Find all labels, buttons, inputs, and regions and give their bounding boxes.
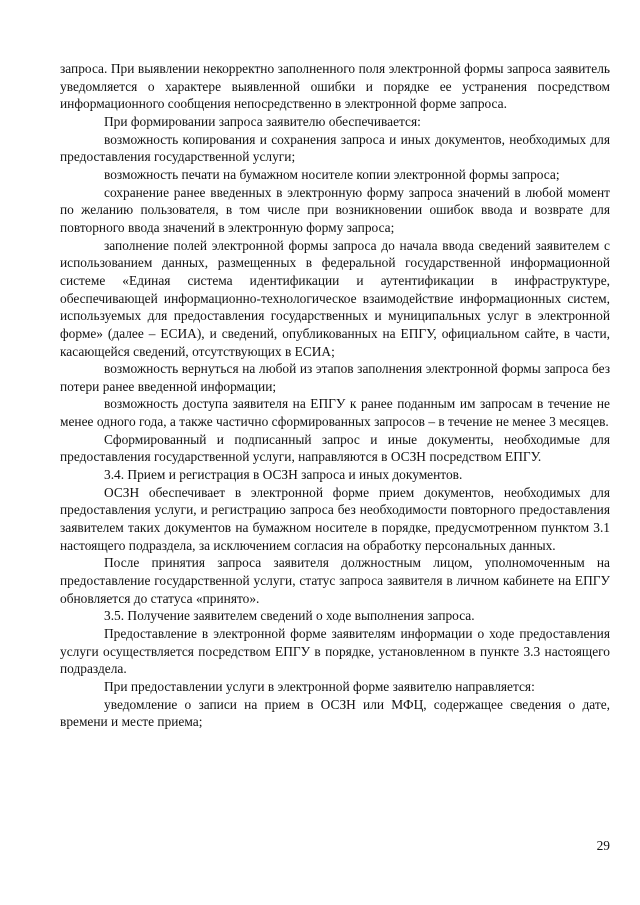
paragraph: возможность копирования и сохранения запроса и иных документов, необходимых для предоставления государственной услуги; — [60, 131, 610, 165]
paragraph: Предоставление в электронной форме заявителям информации о ходе предоставления услуги осуществляется посредством ЕПГУ в порядке, установленном в пункте 3.3 настоящего подраздела. — [60, 626, 610, 677]
section-heading: 3.5. Получение заявителем сведений о ходе выполнения запроса. — [104, 608, 475, 624]
paragraph: сохранение ранее введенных в электронную форму запроса значений в любой момент по желанию пользователя, в том числе при возникновении ошибок ввода и возврате для повторного ввода значений в электронную форму запроса; — [60, 184, 610, 235]
section-heading: 3.4. Прием и регистрация в ОСЗН запроса и иных документов. — [104, 467, 463, 483]
paragraph: возможность печати на бумажном носителе копии электронной формы запроса; — [104, 166, 560, 182]
paragraph: заполнение полей электронной формы запроса до начала ввода сведений заявителем с использованием данных, размещенных в федеральной государственной информационной системе «Единая система идентификации и аутентификации в инфраструктуре, обеспечивающей информационно-технологическое взаимодействие информационных систем, используемых для предоставления государственных и муниципальных услуг в электронной форме» (далее – ЕСИА), и сведений, опубликованных на ЕПГУ, официальном сайте, в части, касающейся сведений, отсутствующих в ЕСИА; — [60, 237, 610, 359]
paragraph: При формировании запроса заявителю обеспечивается: — [104, 113, 421, 129]
document-body — [60, 60, 610, 731]
paragraph: ОСЗН обеспечивает в электронной форме прием документов, необходимых для предоставления услуги, и регистрацию запроса без необходимости повторного предоставления заявителем таких документов на бумажном носителе в порядке, предусмотренном пунктом 3.1 настоящего подраздела, за исключением согласия на обработку персональных данных. — [60, 484, 610, 553]
paragraph: После принятия запроса заявителя должностным лицом, уполномоченным на предоставление государственной услуги, статус запроса заявителя в личном кабинете на ЕПГУ обновляется до статуса «принято». — [60, 555, 610, 606]
paragraph: При предоставлении услуги в электронной форме заявителю направляется: — [104, 678, 535, 694]
paragraph: возможность вернуться на любой из этапов заполнения электронной формы запроса без потери ранее введенной информации; — [60, 361, 610, 394]
paragraph: уведомление о записи на прием в ОСЗН или МФЦ, содержащее сведения о дате, времени и месте приема; — [60, 696, 610, 730]
paragraph: возможность доступа заявителя на ЕПГУ к ранее поданным им запросам в течение не менее одного года, а также частично сформированных запросов – в течение не менее 3 месяцев. — [60, 396, 610, 430]
paragraph: Сформированный и подписанный запрос и иные документы, необходимые для предоставления государственной услуги, направляются в ОСЗН посредством ЕПГУ. — [60, 431, 610, 465]
paragraph: запроса. При выявлении некорректно заполненного поля электронной формы запроса заявитель уведомляется о характере выявленной ошибки и порядке ее устранения посредством информационного сообщения непосредственно в электронной форме запроса. — [60, 61, 610, 112]
page-number: 29 — [596, 838, 610, 853]
